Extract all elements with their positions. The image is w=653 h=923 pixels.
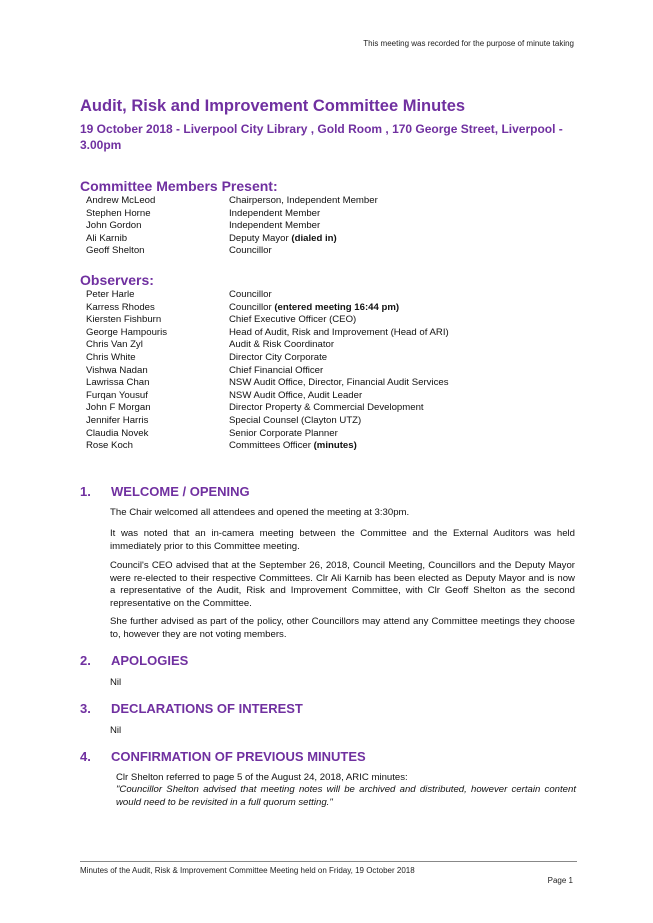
attendee-role xyxy=(229,208,320,221)
attendee-row xyxy=(86,233,378,246)
attendee-role xyxy=(229,220,320,233)
attendee-role xyxy=(229,233,337,246)
observers-heading: Observers: xyxy=(80,272,154,288)
attendee-role-text: Councillor xyxy=(229,245,272,257)
item-title: WELCOME / OPENING xyxy=(111,484,250,499)
attendee-role xyxy=(229,195,378,208)
attendee-role-text: Councillor xyxy=(229,301,275,313)
attendee-role-text: Committees Officer xyxy=(229,440,314,452)
item-1-paragraph: It was noted that an in-camera meeting between the Committee and the External Auditors was held immediately prior to this Committee meeting. xyxy=(110,528,575,552)
attendee-role-text: Chairperson, Independent Member xyxy=(229,195,378,206)
item-4-paragraph: Clr Shelton referred to page 5 of the August 24, 2018, ARIC minutes: xyxy=(116,772,408,783)
attendee-name: John Gordon xyxy=(86,220,142,232)
attendee-name: Furqan Yousuf xyxy=(86,389,148,401)
agenda-item-3-heading xyxy=(80,701,303,716)
attendee-role xyxy=(229,302,399,315)
attendee-row xyxy=(86,302,449,315)
attendee-row xyxy=(86,220,378,233)
item-title: DECLARATIONS OF INTEREST xyxy=(111,701,303,716)
item-number: 2. xyxy=(80,653,91,668)
attendee-role-text: Chief Executive Officer (CEO) xyxy=(229,314,357,326)
agenda-item-2-heading xyxy=(80,653,188,668)
attendee-note: (entered meeting 16:44 pm) xyxy=(274,301,400,313)
members-heading: Committee Members Present: xyxy=(80,178,278,194)
attendee-row xyxy=(86,289,449,302)
attendee-role-text: Councillor xyxy=(229,289,272,300)
attendee-role-text: Independent Member xyxy=(229,220,321,232)
item-1-paragraph: She further advised as part of the policy, other Councillors may attend any Committee meetings they choose to, however they are not voting members. xyxy=(110,616,575,640)
attendee-role-text: NSW Audit Office, Director, Financial Audit Services xyxy=(229,377,449,389)
attendee-row xyxy=(86,314,449,327)
attendee-role xyxy=(229,245,272,258)
attendee-role xyxy=(229,440,357,453)
attendee-role-text: Director City Corporate xyxy=(229,351,328,363)
attendee-name: Andrew McLeod xyxy=(86,195,156,206)
item-title: CONFIRMATION OF PREVIOUS MINUTES xyxy=(111,749,366,764)
attendee-row xyxy=(86,327,449,340)
recording-notice: This meeting was recorded for the purpose of minute taking xyxy=(363,39,574,48)
attendee-row xyxy=(86,195,378,208)
attendee-row xyxy=(86,440,449,453)
attendee-name: Chris Van Zyl xyxy=(86,339,143,351)
item-number: 4. xyxy=(80,749,91,764)
meeting-details: 19 October 2018 - Liverpool City Library , Gold Room , 170 George Street, Liverpool - 3.00pm xyxy=(80,122,563,152)
attendee-row xyxy=(86,402,449,415)
attendee-role xyxy=(229,390,362,403)
attendee-role-text: Chief Financial Officer xyxy=(229,364,324,376)
item-4-quote: "Councillor Shelton advised that meeting notes will be archived and distributed, however certain content would need to be revisited in a full quorum setting." xyxy=(116,784,576,808)
attendee-name: Stephen Horne xyxy=(86,207,151,219)
observers-list xyxy=(86,289,449,453)
attendee-name: Karress Rhodes xyxy=(86,301,155,313)
attendee-name: Vishwa Nadan xyxy=(86,364,148,376)
item-1-paragraph: Council's CEO advised that at the September 26, 2018, Council Meeting, Councillors and the Deputy Mayor were re-elected to their respective Committees. Clr Ali Karnib has been elected as Deputy Mayor and is now a representative of the Audit, Risk and Improvement Committee, with Clr Geoff Shelton as the second representative on the Committee. xyxy=(110,560,575,609)
document-title: Audit, Risk and Improvement Committee Minutes xyxy=(80,97,466,115)
attendee-role-text: NSW Audit Office, Audit Leader xyxy=(229,389,363,401)
attendee-row xyxy=(86,245,378,258)
attendee-role xyxy=(229,289,272,302)
attendee-role xyxy=(229,314,356,327)
attendee-note: (dialed in) xyxy=(291,232,337,244)
agenda-item-1-heading xyxy=(80,484,250,499)
attendee-role-text: Deputy Mayor xyxy=(229,232,292,244)
item-title: APOLOGIES xyxy=(111,653,189,668)
attendee-name: Rose Koch xyxy=(86,440,133,452)
attendee-role-text: Independent Member xyxy=(229,207,321,219)
attendee-name: Ali Karnib xyxy=(86,232,128,244)
members-list xyxy=(86,195,378,258)
attendee-row xyxy=(86,352,449,365)
item-3-paragraph: Nil xyxy=(110,725,122,736)
attendee-role-text: Director Property & Commercial Development xyxy=(229,402,424,414)
attendee-name: Chris White xyxy=(86,351,136,363)
attendee-role-text: Senior Corporate Planner xyxy=(229,427,338,439)
attendee-row xyxy=(86,377,449,390)
attendee-name: Claudia Novek xyxy=(86,427,149,439)
attendee-row xyxy=(86,365,449,378)
attendee-role xyxy=(229,377,449,390)
item-1-paragraph: The Chair welcomed all attendees and opened the meeting at 3:30pm. xyxy=(110,507,410,518)
attendee-row xyxy=(86,415,449,428)
item-number: 1. xyxy=(80,484,91,499)
attendee-name: George Hampouris xyxy=(86,326,168,338)
attendee-name: Peter Harle xyxy=(86,289,135,300)
attendee-role xyxy=(229,339,334,352)
attendee-note: (minutes) xyxy=(313,440,357,452)
attendee-name: Jennifer Harris xyxy=(86,414,149,426)
page-number: Page 1 xyxy=(547,876,573,885)
footer-divider xyxy=(80,861,577,862)
attendee-row xyxy=(86,428,449,441)
attendee-role xyxy=(229,352,327,365)
attendee-role xyxy=(229,428,338,441)
item-2-paragraph: Nil xyxy=(110,677,122,688)
footer-caption: Minutes of the Audit, Risk & Improvement Committee Meeting held on Friday, 19 October 2018 xyxy=(80,866,415,875)
attendee-role xyxy=(229,365,323,378)
attendee-name: Geoff Shelton xyxy=(86,245,145,257)
item-number: 3. xyxy=(80,701,91,716)
attendee-row xyxy=(86,208,378,221)
attendee-name: John F Morgan xyxy=(86,402,151,414)
attendee-role xyxy=(229,415,361,428)
attendee-role xyxy=(229,402,424,415)
attendee-role xyxy=(229,327,449,340)
attendee-row xyxy=(86,339,449,352)
attendee-role-text: Special Counsel (Clayton UTZ) xyxy=(229,414,362,426)
attendee-name: Lawrissa Chan xyxy=(86,377,150,389)
attendee-name: Kiersten Fishburn xyxy=(86,314,162,326)
attendee-row xyxy=(86,390,449,403)
attendee-role-text: Audit & Risk Coordinator xyxy=(229,339,335,351)
agenda-item-4-heading xyxy=(80,749,366,764)
attendee-role-text: Head of Audit, Risk and Improvement (Head of ARI) xyxy=(229,326,449,338)
